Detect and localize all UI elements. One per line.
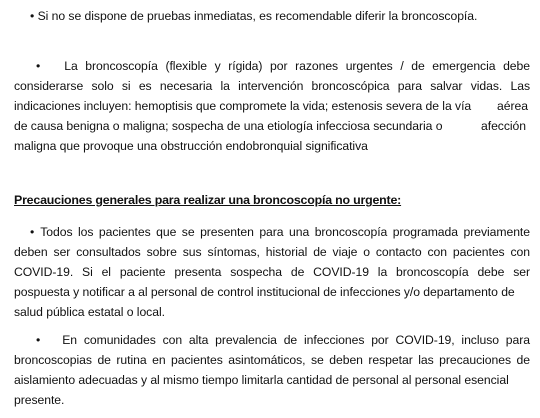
bullet-marker: • xyxy=(30,9,35,23)
paragraph-text: Todos los pacientes que se presenten para una broncoscopía programada previamente xyxy=(40,225,530,239)
paragraph-line: de causa benigna o maligna; sospecha de una etiología infecciosa secundaria o xyxy=(14,119,443,133)
paragraph-line: afección xyxy=(481,119,526,133)
paragraph-line: maligna que provoque una obstrucción endobronquial significativa xyxy=(14,139,368,153)
bullet-marker: • xyxy=(36,333,41,347)
section-heading: Precauciones generales para realizar una broncoscopía no urgente: xyxy=(14,193,402,207)
bullet-marker: • xyxy=(30,225,35,239)
bullet-marker: • xyxy=(36,59,41,73)
paragraph-line: aérea xyxy=(497,99,528,113)
paragraph-line: deben ser consultados sobre sus síntomas, historial de viaje o contacto con pacientes con xyxy=(14,245,530,259)
paragraph-line: salud pública estatal o local. xyxy=(14,305,165,319)
paragraph-line xyxy=(30,222,530,242)
paragraph-line xyxy=(36,330,530,350)
paragraph-text: La broncoscopía (flexible y rígida) por razones urgentes / de emergencia debe xyxy=(64,59,530,73)
paragraph-text: Si no se dispone de pruebas inmediatas, es recomendable diferir la broncoscopía. xyxy=(37,9,478,23)
paragraph-line: indicaciones incluyen: hemoptisis que compromete la vida; estenosis severa de la vía xyxy=(14,99,472,113)
paragraph-line xyxy=(36,56,530,76)
paragraph-line: pospuesta y notificar a al personal de control institucional de infecciones y/o departamento de xyxy=(14,285,515,299)
paragraph-line: considerarse solo si es necesaria la intervención broncoscópica para salvar vidas. Las xyxy=(14,79,530,93)
paragraph-line: presente. xyxy=(14,393,65,407)
paragraph-line: broncoscopias de rutina en pacientes asintomáticos, se deben respetar las precauciones de xyxy=(14,353,530,367)
paragraph-line: aislamiento adecuadas y al mismo tiempo limitarla cantidad de personal al personal esencial xyxy=(14,373,509,387)
paragraph-line xyxy=(30,6,530,26)
paragraph-text: En comunidades con alta prevalencia de infecciones por COVID-19, incluso para xyxy=(62,333,530,347)
paragraph-line: COVID-19. Si el paciente presenta sospecha de COVID-19 la broncoscopía debe ser xyxy=(14,265,530,279)
